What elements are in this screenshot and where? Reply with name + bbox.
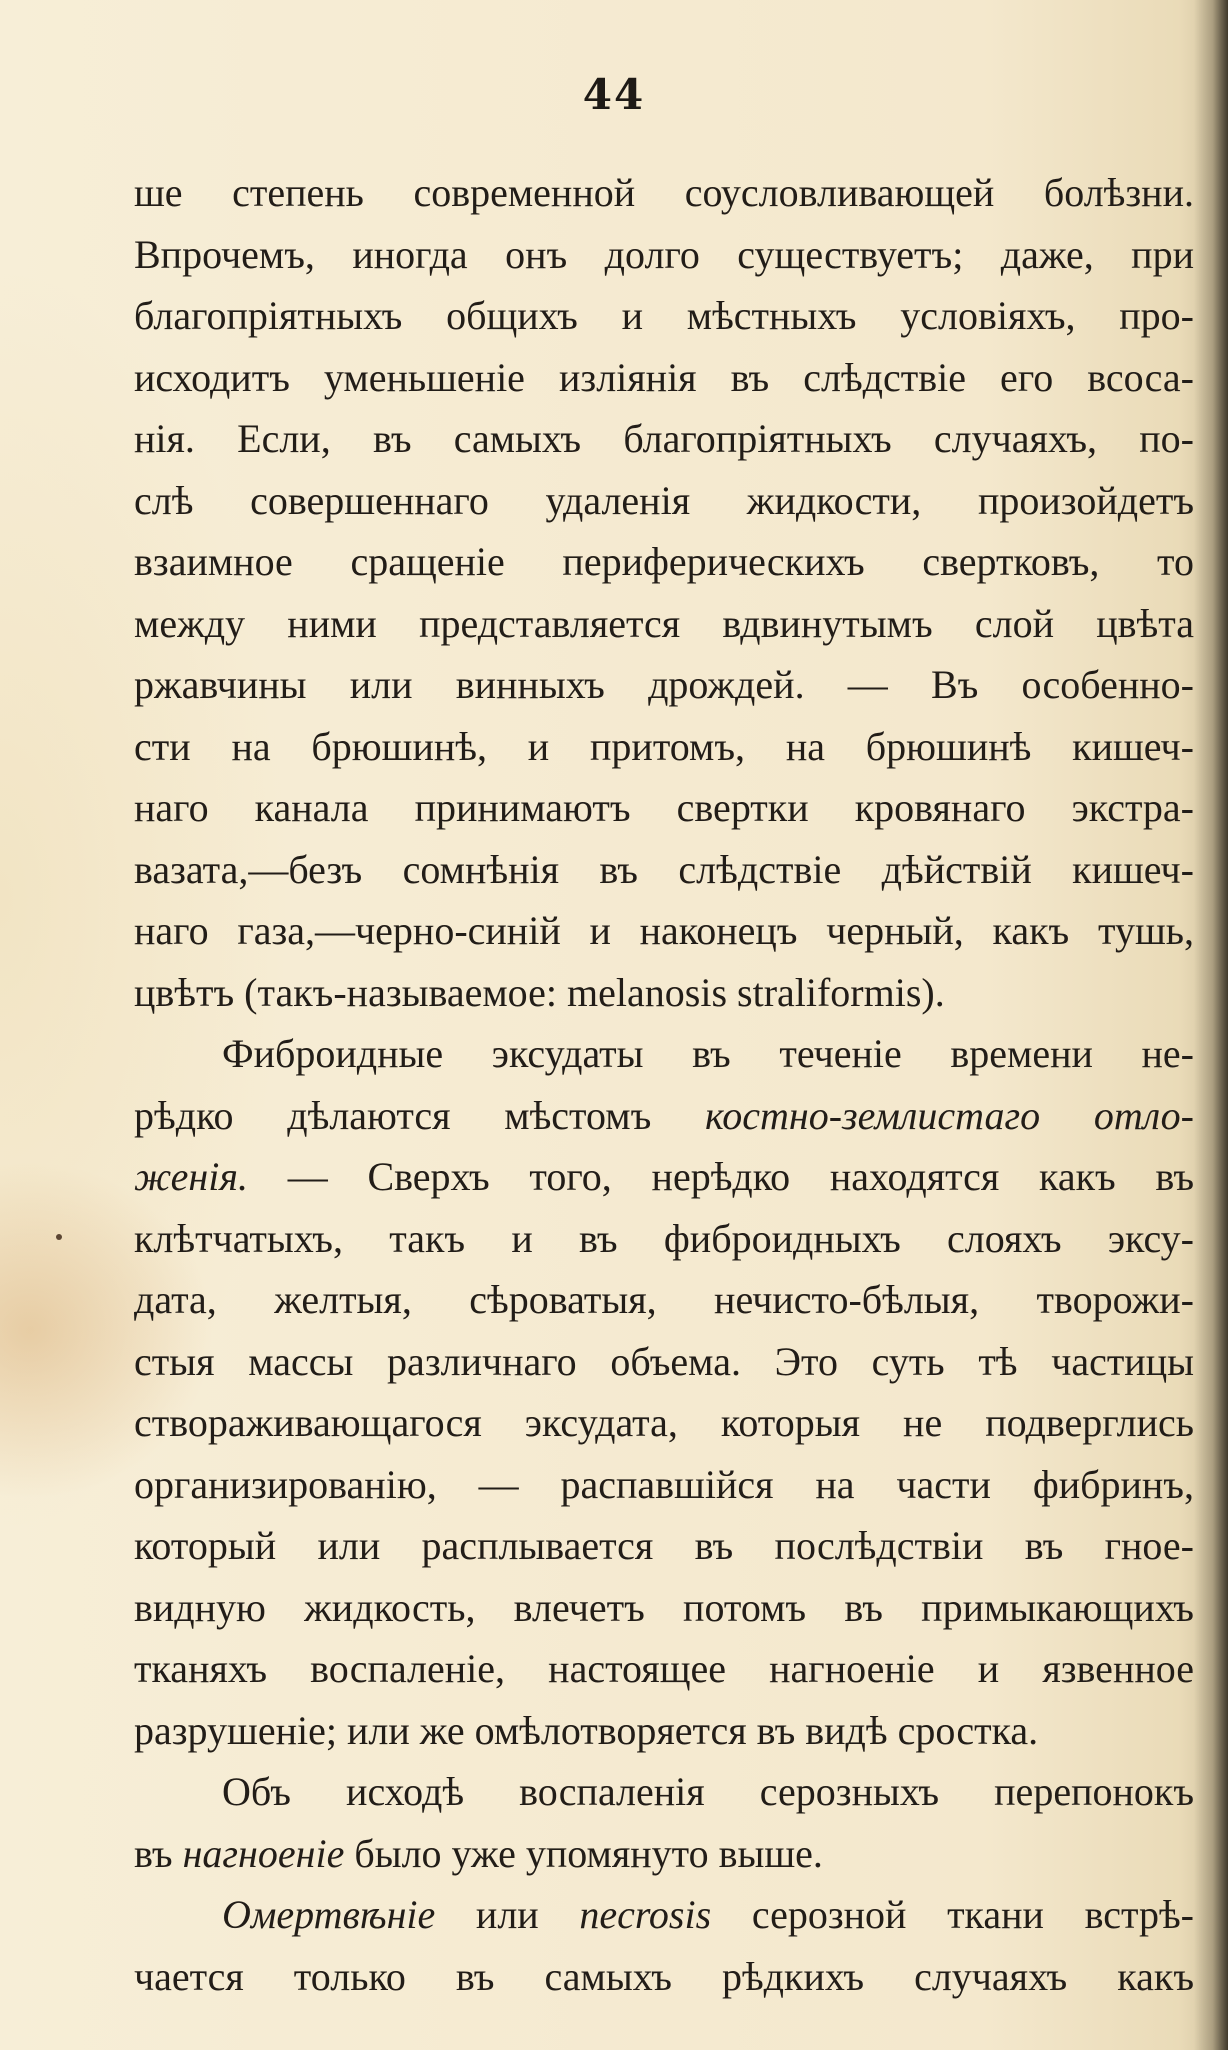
text-segment: дата, желтыя, сѣроватыя, нечисто-бѣлыя, творожи- <box>134 1277 1194 1322</box>
text-segment: ше степень современной соусловливающей болѣзни. <box>134 170 1194 215</box>
text-segment: серозной ткани встрѣ- <box>711 1892 1194 1937</box>
text-line <box>134 1023 1194 1085</box>
text-line <box>134 1823 1194 1885</box>
text-line <box>134 162 1194 224</box>
text-line <box>134 1269 1194 1331</box>
text-segment: створаживающагося эксудата, которыя не подверглись <box>134 1400 1194 1445</box>
text-line <box>134 1454 1194 1516</box>
text-line <box>134 1577 1194 1639</box>
text-segment: благопріятныхъ общихъ и мѣстныхъ условіяхъ, про- <box>134 293 1194 338</box>
text-line <box>134 777 1194 839</box>
text-line <box>134 470 1194 532</box>
italic-text: женія. <box>134 1154 248 1199</box>
text-line <box>134 531 1194 593</box>
text-segment: между ними представляется вдвинутымъ слой цвѣта <box>134 600 1194 646</box>
text-segment: рѣдко дѣлаются мѣстомъ <box>134 1092 706 1138</box>
italic-text: костно-землистаго отло- <box>705 1092 1194 1138</box>
text-line <box>134 1638 1194 1700</box>
text-segment: наго газа,—черно-синій и наконецъ черный, какъ тушь, <box>134 908 1194 953</box>
text-segment: исходитъ уменьшеніе изліянія въ слѣдствіе его всоса- <box>134 354 1194 400</box>
text-segment: цвѣтъ (такъ-называемое: melanosis straliformis). <box>134 969 945 1015</box>
text-segment: — Сверхъ того, нерѣдко находятся какъ въ <box>247 1154 1194 1199</box>
text-segment: было уже упомянуто выше. <box>344 1830 823 1876</box>
text-segment: организированію, — распавшійся на части фибринъ, <box>134 1461 1194 1507</box>
text-segment: Впрочемъ, иногда онъ долго существуетъ; даже, при <box>134 231 1194 277</box>
text-line <box>134 900 1194 962</box>
italic-text: Омертвѣніе <box>222 1892 436 1937</box>
text-segment: сти на брюшинѣ, и притомъ, на брюшинѣ кишеч- <box>134 723 1194 769</box>
text-segment: тканяхъ воспаленіе, настоящее нагноеніе и язвенное <box>134 1646 1194 1691</box>
text-segment: разрушеніе; или же омѣлотворяется въ видѣ сростка. <box>134 1707 1039 1753</box>
italic-text: нагноеніе <box>182 1830 345 1876</box>
text-segment: чается только въ самыхъ рѣдкихъ случаяхъ какъ <box>134 1953 1194 1999</box>
text-segment: который или расплывается въ послѣдствіи въ гное- <box>134 1523 1194 1568</box>
text-segment: взаимное сращеніе периферическихъ свертковъ, то <box>134 539 1194 584</box>
text-line <box>134 839 1194 901</box>
body-text <box>134 162 1194 2007</box>
text-line <box>134 1700 1194 1762</box>
page-number: 44 <box>582 70 646 119</box>
text-line <box>134 1946 1194 2008</box>
text-segment: клѣтчатыхъ, такъ и въ фиброидныхъ слояхъ эксу- <box>134 1215 1194 1261</box>
text-line <box>134 1085 1194 1147</box>
text-segment: видную жидкость, влечетъ потомъ въ примыкающихъ <box>134 1584 1194 1630</box>
text-line <box>134 1146 1194 1208</box>
text-segment: стыя массы различнаго объема. Это суть тѣ частицы <box>134 1338 1194 1384</box>
text-segment: вазата,—безъ сомнѣнія въ слѣдствіе дѣйствій кишеч- <box>134 846 1194 892</box>
text-line <box>134 1208 1194 1270</box>
text-line <box>134 1761 1194 1823</box>
text-line <box>134 654 1194 716</box>
italic-text: necrosis <box>579 1892 712 1937</box>
text-line <box>134 962 1194 1024</box>
text-line <box>134 1392 1194 1454</box>
text-line <box>134 716 1194 778</box>
ink-spot <box>56 1234 62 1240</box>
text-segment: слѣ совершеннаго удаленія жидкости, произойдетъ <box>134 477 1194 523</box>
text-line <box>134 347 1194 409</box>
text-line <box>134 1331 1194 1393</box>
text-segment: Фиброидные эксудаты въ теченіе времени не- <box>222 1031 1194 1076</box>
text-segment: нія. Если, въ самыхъ благопріятныхъ случаяхъ, по- <box>134 416 1194 461</box>
text-line <box>134 593 1194 655</box>
text-line <box>134 1515 1194 1577</box>
text-segment: ржавчины или винныхъ дрождей. — Въ особенно- <box>134 662 1194 707</box>
text-line <box>134 285 1194 347</box>
text-line <box>134 1884 1194 1946</box>
text-segment: въ <box>134 1830 183 1876</box>
text-segment: Объ исходѣ воспаленія серозныхъ перепонокъ <box>222 1769 1194 1814</box>
text-line <box>134 224 1194 286</box>
page-edge-shadow <box>1194 0 1228 2050</box>
text-segment: или <box>435 1892 580 1937</box>
text-line <box>134 408 1194 470</box>
text-segment: наго канала принимаютъ свертки кровянаго экстра- <box>134 785 1194 830</box>
